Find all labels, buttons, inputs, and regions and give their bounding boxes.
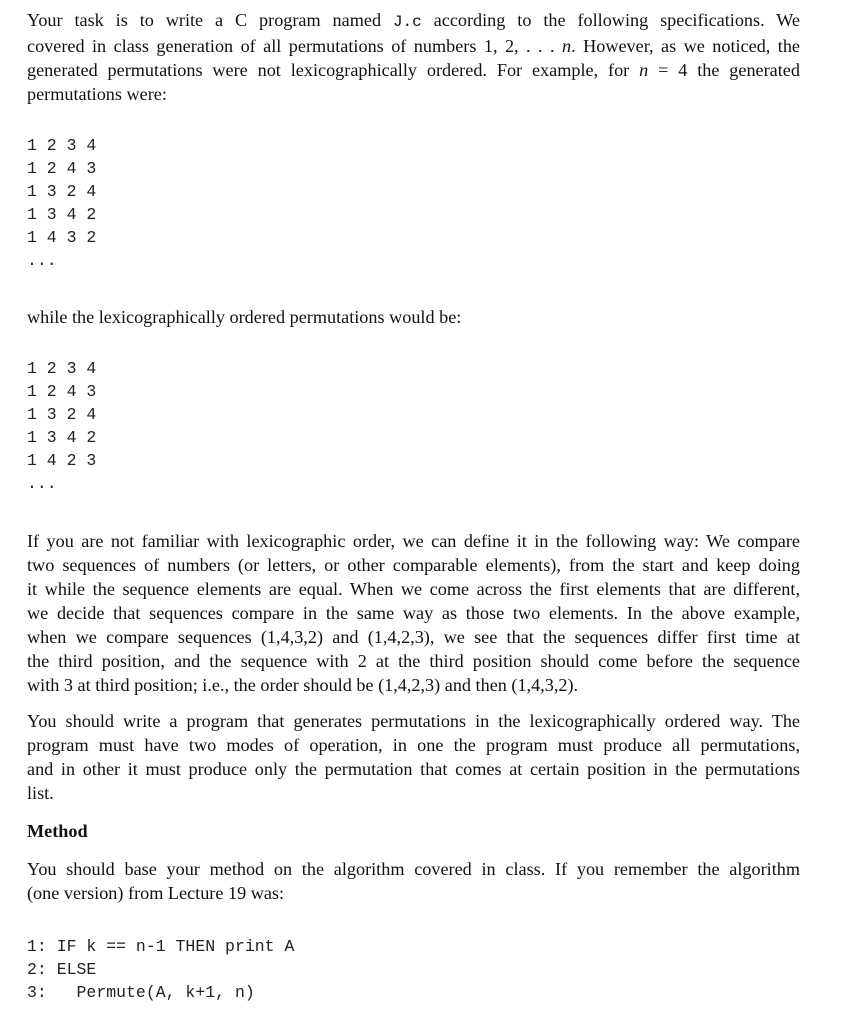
math-variable: n [562, 36, 572, 56]
intro-text: = 4 the generated [648, 60, 800, 80]
permutation-line: 1 3 4 2 [27, 428, 97, 447]
line-number: 3: [27, 983, 47, 1002]
paragraph-line: with 3 at third position; i.e., the order should be (1,4,2,3) and then (1,4,3,2). [27, 675, 579, 695]
permutation-line: 1 4 3 2 [27, 228, 97, 247]
filename-code: J.c [392, 13, 422, 31]
paragraph-line: program must have two modes of operation, in one the program must produce all permutations, [27, 735, 800, 755]
generated-permutations [27, 134, 96, 272]
code-text: Permute(A, k+1, n) [46, 983, 255, 1002]
ordered-permutations [27, 357, 96, 495]
paragraph-line: the third position, and the sequence with 2 at the third position should come before the sequence [27, 651, 800, 671]
paragraph-line: two sequences of numbers (or letters, or other comparable elements), from the start and keep doing [27, 555, 800, 575]
paragraph-line: (one version) from Lecture 19 was: [27, 883, 285, 903]
algorithm-code [27, 935, 294, 1004]
permutation-line: 1 2 3 4 [27, 136, 97, 155]
method-paragraph [27, 857, 800, 905]
intro-text: covered in class generation of all permutations of numbers 1, 2, . . . [27, 36, 563, 56]
paragraph-line: it while the sequence elements are equal. When we come across the first elements that are different, [27, 579, 800, 599]
lexicographic-paragraph [27, 529, 800, 697]
permutation-line: 1 2 4 3 [27, 382, 97, 401]
paragraph-line: when we compare sequences (1,4,3,2) and (1,4,2,3), we see that the sequences differ first time at [27, 627, 800, 647]
intro-text: generated permutations were not lexicographically ordered. For example, for [27, 60, 640, 80]
algorithm-line [27, 981, 294, 1004]
intro-line-2 [27, 34, 800, 58]
code-text: ELSE [46, 960, 97, 979]
intro-text: according to the following specifications. We [421, 10, 800, 30]
permutation-line: 1 3 2 4 [27, 182, 97, 201]
intro-line-3 [27, 58, 800, 82]
intro-text: Your task is to write a C program named [27, 10, 393, 30]
paragraph-line: we decide that sequences compare in the same way as those two elements. In the above example, [27, 603, 800, 623]
paragraph-line: You should base your method on the algorithm covered in class. If you remember the algorithm [27, 859, 800, 879]
method-heading: Method [27, 821, 88, 841]
intro-text: . However, as we noticed, the [571, 36, 801, 56]
permutation-line: 1 2 3 4 [27, 359, 97, 378]
intro-line-4: permutations were: [27, 84, 167, 104]
permutation-line: 1 4 2 3 [27, 451, 97, 470]
math-variable: n [639, 60, 649, 80]
paragraph-line: You should write a program that generates permutations in the lexicographically ordered way. The [27, 711, 800, 731]
permutation-line: 1 2 4 3 [27, 159, 97, 178]
intro-line-1 [27, 8, 800, 34]
paragraph-line: If you are not familiar with lexicographic order, we can define it in the following way: We compare [27, 531, 800, 551]
algorithm-line [27, 935, 294, 958]
ellipsis: ... [27, 251, 57, 270]
paragraph-line: list. [27, 783, 54, 803]
ordered-intro-text: while the lexicographically ordered permutations would be: [27, 307, 462, 327]
permutation-line: 1 3 2 4 [27, 405, 97, 424]
code-text: IF k == n-1 THEN print A [46, 937, 295, 956]
algorithm-line [27, 958, 294, 981]
program-paragraph [27, 709, 800, 805]
ellipsis: ... [27, 474, 57, 493]
line-number: 1: [27, 937, 47, 956]
intro-paragraph [27, 8, 800, 106]
paragraph-line: and in other it must produce only the permutation that comes at certain position in the permutations [27, 759, 800, 779]
permutation-line: 1 3 4 2 [27, 205, 97, 224]
line-number: 2: [27, 960, 47, 979]
